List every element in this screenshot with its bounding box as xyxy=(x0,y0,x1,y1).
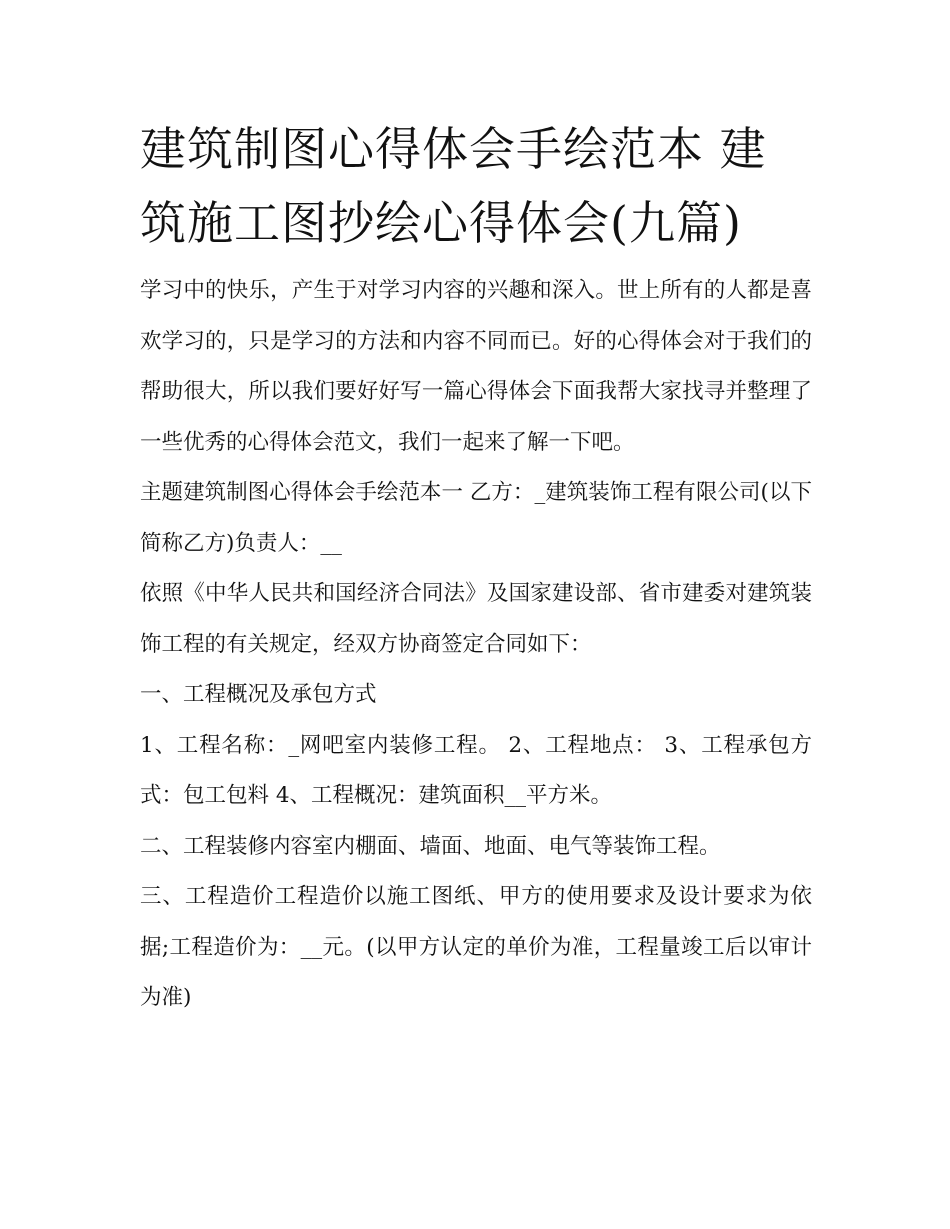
document-title: 建筑制图心得体会手绘范本 建筑施工图抄绘心得体会(九篇) xyxy=(140,122,767,250)
paragraph-intro: 学习中的快乐，产生于对学习内容的兴趣和深入。世上所有的人都是喜欢学习的，只是学习的方法和内容不同而已。好的心得体会对于我们的帮助很大，所以我们要好好写一篇心得体会下面我帮大家找寻并整理了一些优秀的心得体会范文，我们一起来了解一下吧。 xyxy=(140,278,812,455)
paragraph-section-1-details: 1、工程名称：_网吧室内装修工程。 2、工程地点： 3、工程承包方式：包工包料 4、工程概况：建筑面积__平方米。 xyxy=(140,732,812,808)
paragraph-basis: 依照《中华人民共和国经济合同法》及国家建设部、省市建委对建筑装饰工程的有关规定，经双方协商签定合同如下： xyxy=(140,581,812,657)
paragraph-section-1-heading: 一、工程概况及承包方式 xyxy=(140,682,377,707)
document-page xyxy=(140,112,812,1024)
paragraph-topic: 主题建筑制图心得体会手绘范本一 乙方：_建筑装饰工程有限公司(以下简称乙方)负责人：__ xyxy=(140,480,812,556)
paragraph-section-2: 二、工程装修内容室内棚面、墙面、地面、电气等装饰工程。 xyxy=(140,833,721,859)
paragraph-section-3: 三、工程造价工程造价以施工图纸、甲方的使用要求及设计要求为依据;工程造价为：__元。(以甲方认定的单价为准，工程量竣工后以审计为准) xyxy=(140,884,812,1010)
